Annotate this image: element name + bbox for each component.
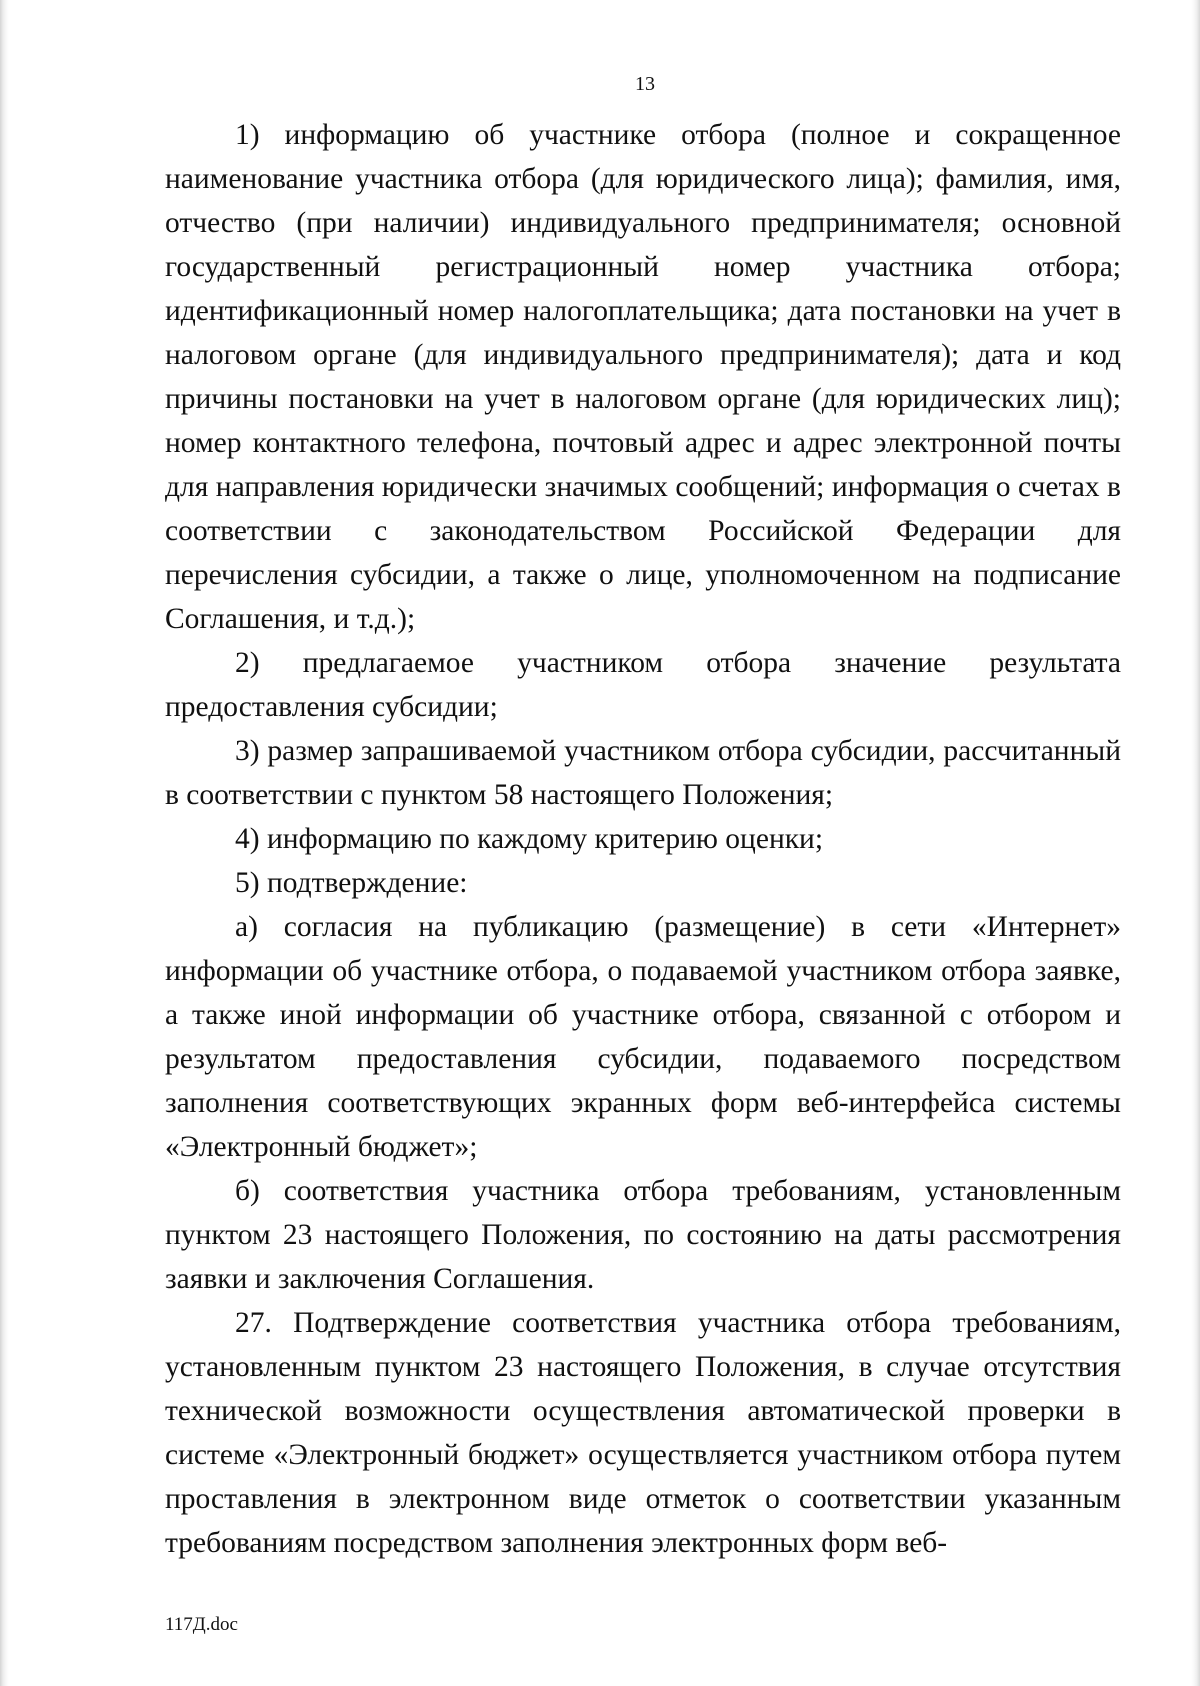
paragraph-item-2: 2) предлагаемое участником отбора значение результата предоставления субсидии; (165, 647, 1121, 723)
scan-edge-right (1191, 0, 1200, 1686)
paragraph-clause-27: 27. Подтверждение соответствия участника отбора требованиям, установленным пунктом 23 настоящего Положения, в случае отсутствия технической возможности осуществления автоматической проверки в системе «Электронный бюджет» осуществляется участником отбора путем проставления в электронном виде отметок о соответствии указанным требованиям посредством заполнения электронных форм веб- (165, 1307, 1121, 1559)
paragraph-subitem-a: а) согласия на публикацию (размещение) в сети «Интернет» информации об участнике отбора, о подаваемой участником отбора заявке, а также иной информации об участнике отбора, связанной с отбором и результатом предоставления субсидии, подаваемого посредством заполнения соответствующих экранных форм веб-интерфейса системы «Электронный бюджет»; (165, 911, 1121, 1163)
page-number: 13 (635, 73, 655, 95)
paragraph-item-5: 5) подтверждение: (235, 867, 468, 899)
paragraph-item-1: 1) информацию об участнике отбора (полное и сокращенное наименование участника отбора (для юридического лица); фамилия, имя, отчество (при наличии) индивидуального предпринимателя; основной государственный регистрационный номер участника отбора; идентификационный номер налогоплательщика; дата постановки на учет в налоговом органе (для индивидуального предпринимателя); дата и код причины постановки на учет в налоговом органе (для юридических лиц); номер контактного телефона, почтовый адрес и адрес электронной почты для направления юридически значимых сообщений; информация о счетах в соответствии с законодательством Российской Федерации для перечисления субсидии, а также о лице, уполномоченном на подписание Соглашения, и т.д.); (165, 119, 1121, 635)
paragraph-subitem-b: б) соответствия участника отбора требованиям, установленным пунктом 23 настоящего Положения, по состоянию на даты рассмотрения заявки и заключения Соглашения. (165, 1175, 1121, 1295)
document-body (165, 113, 1121, 1565)
paragraph-item-3: 3) размер запрашиваемой участником отбора субсидии, рассчитанный в соответствии с пунктом 58 настоящего Положения; (165, 735, 1121, 811)
scan-edge-left (0, 0, 9, 1686)
footer-filename: 117Д.doc (165, 1614, 238, 1635)
paragraph-item-4: 4) информацию по каждому критерию оценки; (235, 823, 824, 855)
